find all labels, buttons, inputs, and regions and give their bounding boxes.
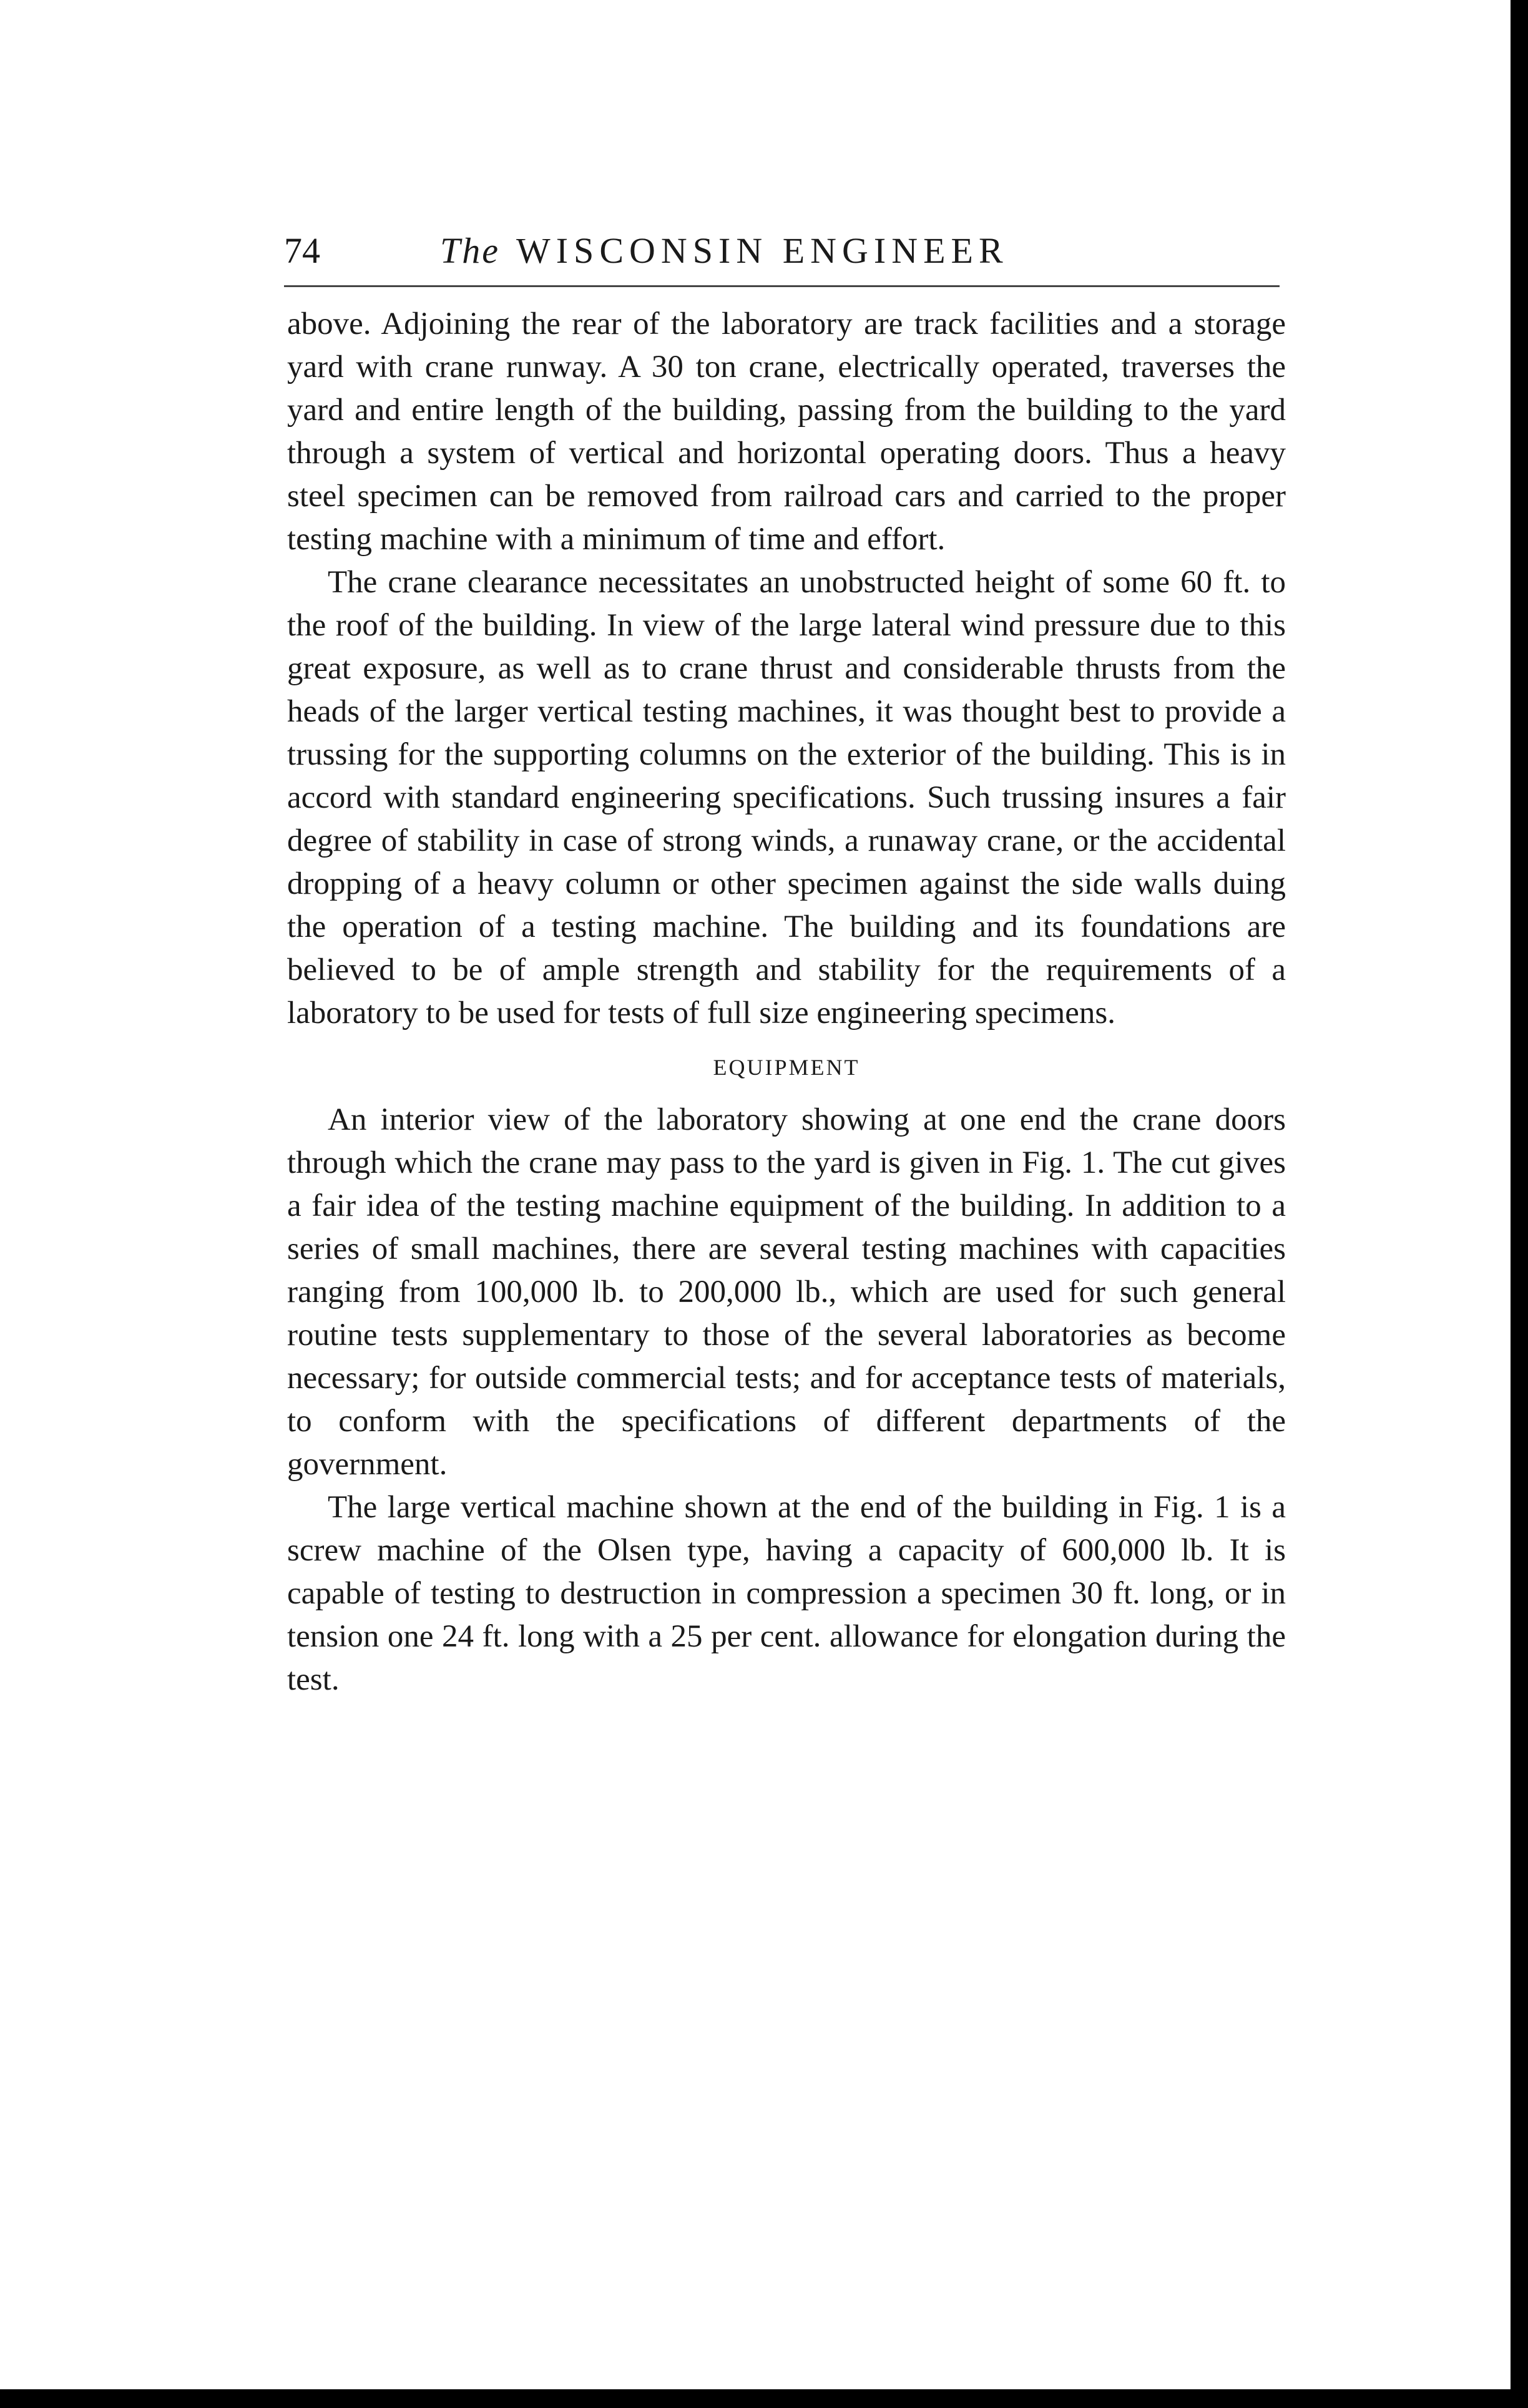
paragraph: The crane clearance necessitates an unobstructed height of some 60 ft. to the roof of the building. In view of the large lateral wind pressure due to this great exposure, as well as to crane thrust and considerable thrusts from the heads of the larger vertical testing machines, it was thought best to provide a trussing for the supporting columns on the exterior of the building. This is in accord with standard engineering specifications. Such trussing insures a fair degree of stability in case of strong winds, a runaway crane, or the accidental dropping of a heavy column or other specimen against the side walls duing the operation of a testing machine. The building and its foundations are believed to be of ample strength and stability for the requirements of a laboratory to be used for tests of full size engineering specimens. [287,565,1286,1030]
paragraph: above. Adjoining the rear of the laboratory are track facilities and a storage yard with crane runway. A 30 ton crane, electrically operated, traverses the yard and entire length of the building, passing from the building to the yard through a system of vertical and horizontal operating doors. Thus a heavy steel specimen can be removed from railroad cars and carried to the proper testing machine with a minimum of time and effort. [287,306,1286,557]
section-heading: EQUIPMENT [713,1055,860,1080]
scan-border-right [1511,0,1528,2408]
journal-title-text: WISCONSIN ENGINEER [516,230,1009,271]
paragraph: The large vertical machine shown at the end of the building in Fig. 1 is a screw machine of the Olsen type, having a capacity of 600,000 lb. It is capable of testing to destruction in compression a specimen 30 ft. long, or in tension one 24 ft. long with a 25 per cent. allowance for elongation during the test. [287,1490,1286,1697]
running-header [284,226,1283,276]
scan-border-bottom [0,2389,1528,2408]
article-body [287,303,1286,1701]
page-number: 74 [284,230,320,271]
paragraph: An interior view of the laboratory showing at one end the crane doors through which the crane may pass to the yard is given in Fig. 1. The cut gives a fair idea of the testing machine equipment of the building. In addition to a series of small machines, there are several testing machines with capacities ranging from 100,000 lb. to 200,000 lb., which are used for such general routine tests supplementary to those of the several laboratories as become necessary; for outside commercial tests; and for acceptance tests of materials, to conform with the specifications of different departments of the government. [287,1102,1286,1482]
journal-title [440,226,1009,276]
journal-title-prefix: The [440,230,500,271]
header-rule [284,285,1280,287]
